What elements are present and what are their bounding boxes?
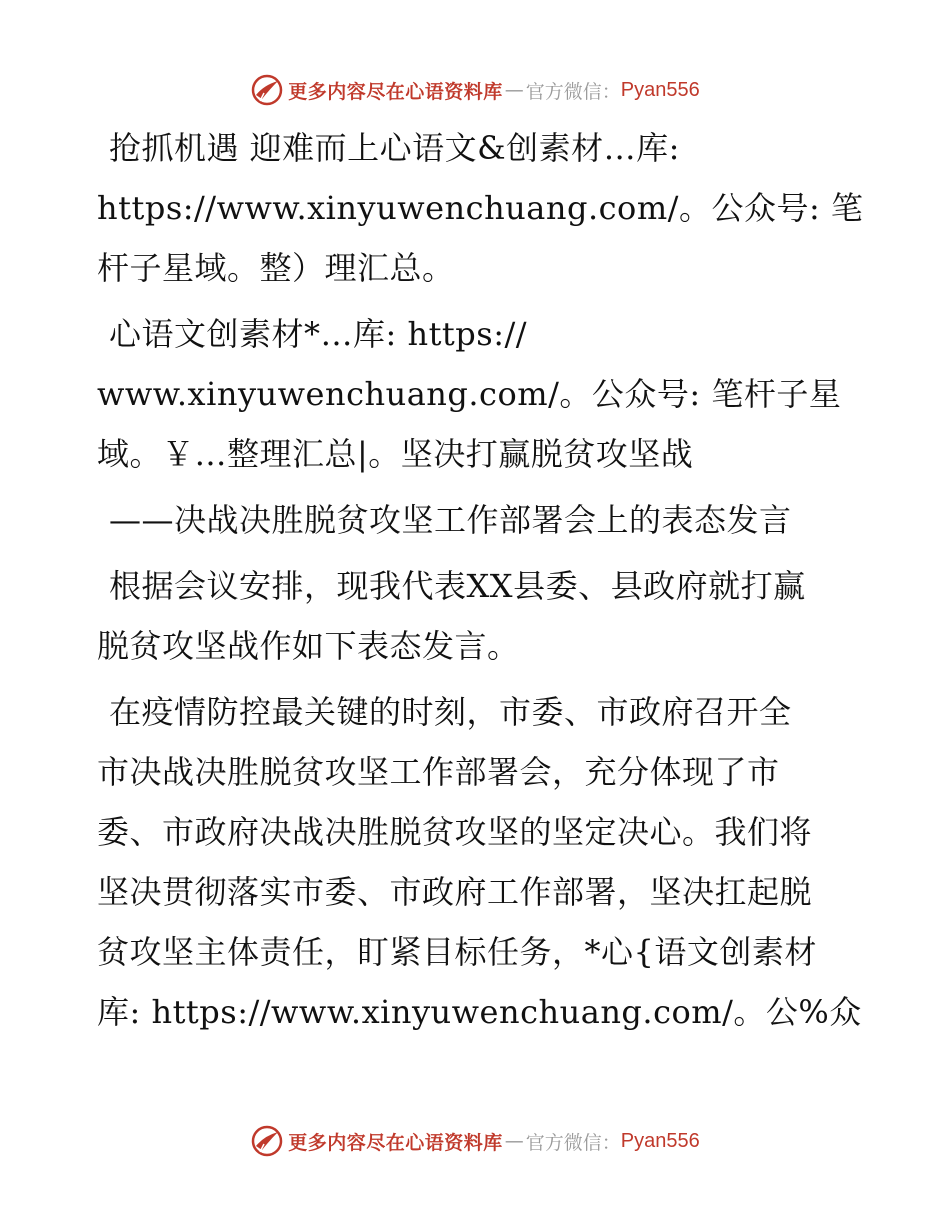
text-line: 心语文创素材*…库: https:// — [109, 315, 528, 353]
watermark-wechat-label: 官方微信： — [525, 1131, 621, 1154]
text-line: 坚决贯彻落实市委、市政府工作部署，坚决扛起脱 — [97, 873, 813, 911]
paragraph — [97, 556, 857, 676]
watermark-wechat-id: Pyan556 — [620, 78, 700, 101]
watermark-separator: — — [504, 79, 524, 101]
pen-logo-icon — [250, 1124, 284, 1158]
text-line: 杆子星域。整）理汇总。 — [97, 249, 455, 287]
subtitle-paragraph — [97, 490, 857, 550]
text-line: 脱贫攻坚战作如下表态发言。 — [97, 627, 520, 665]
text-line: 委、市政府决战决胜脱贫攻坚的坚定决心。我们将 — [97, 813, 813, 851]
text-line: www.xinyuwenchuang.com/。公众号: 笔杆子星 — [97, 375, 842, 413]
paragraph — [97, 304, 857, 484]
text-line: 根据会议安排，现我代表XX县委、县政府就打赢 — [109, 567, 806, 605]
text-line: ——决战决胜脱贫攻坚工作部署会上的表态发言 — [109, 501, 792, 539]
watermark-site-text: 更多内容尽在心语资料库 — [288, 1131, 503, 1154]
text-line: https://www.xinyuwenchuang.com/。公众号: 笔 — [97, 189, 864, 227]
text-line: 域。￥…整理汇总|。坚决打赢脱贫攻坚战 — [97, 435, 694, 473]
watermark-separator: — — [504, 1130, 524, 1152]
document-body — [97, 118, 864, 1048]
pen-logo-icon — [250, 73, 284, 107]
paragraph — [97, 118, 864, 298]
paragraph — [97, 682, 862, 1042]
watermark-wechat-label: 官方微信： — [525, 80, 621, 103]
header-watermark — [0, 70, 950, 110]
watermark-site-text: 更多内容尽在心语资料库 — [288, 80, 503, 103]
text-line: 市决战决胜脱贫攻坚工作部署会，充分体现了市 — [97, 753, 780, 791]
text-line: 库: https://www.xinyuwenchuang.com/。公%众 — [97, 993, 862, 1031]
footer-watermark — [0, 1121, 950, 1161]
text-line: 在疫情防控最关键的时刻，市委、市政府召开全 — [109, 693, 792, 731]
text-line: 贫攻坚主体责任，盯紧目标任务，*心{语文创素材 — [97, 933, 817, 971]
text-line: 抢抓机遇 迎难而上心语文&创素材…库: — [109, 129, 680, 167]
watermark-wechat-id: Pyan556 — [620, 1129, 700, 1152]
